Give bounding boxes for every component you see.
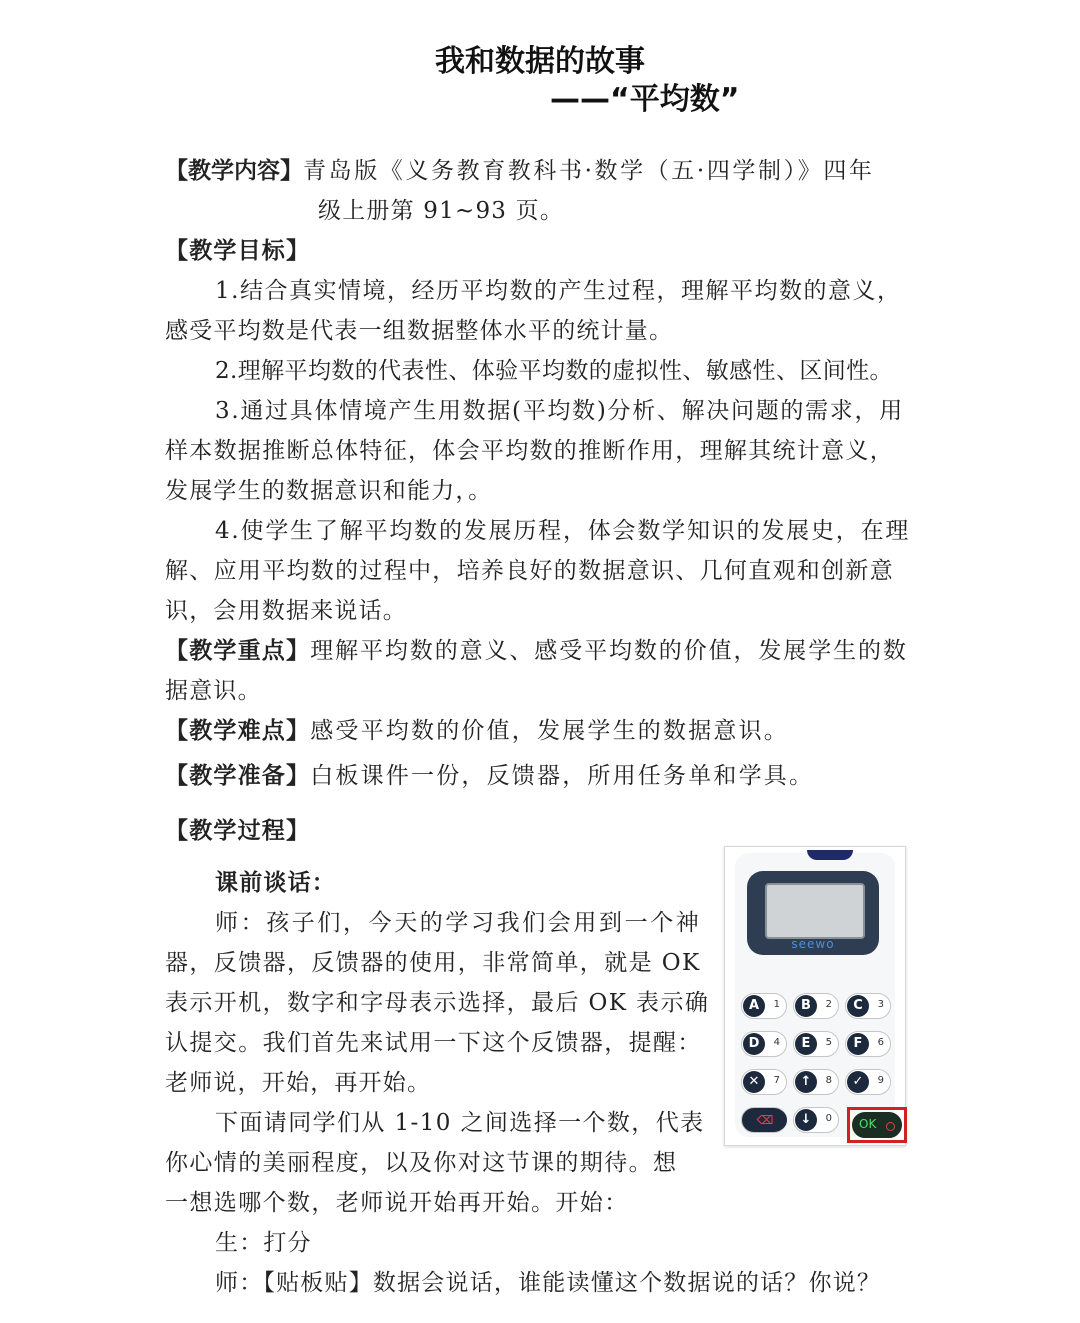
pre-talk-heading: 课前谈话： <box>215 869 336 896</box>
key-c-number: 3 <box>877 999 884 1010</box>
clicker-key-f <box>845 1031 891 1057</box>
goal-2: 2.理解平均数的代表性、体验平均数的虚拟性、敏感性、区间性。 <box>215 358 893 384</box>
process-label: 【教学过程】 <box>165 817 311 844</box>
ok-key-highlight-box <box>847 1107 907 1143</box>
process-para-1-line-3: 表示开机，数字和字母表示选择，最后 OK 表示确 <box>165 990 710 1016</box>
key-f-letter: F <box>847 1033 869 1055</box>
arrow-up-icon: ↑ <box>795 1071 817 1093</box>
process-para-2-line-2: 你心情的美丽程度，以及你对这节课的期待。想 <box>165 1150 678 1176</box>
goal-4-line-2: 解、应用平均数的过程中，培养良好的数据意识、几何直观和创新意 <box>165 558 894 584</box>
key-point-line-2: 据意识。 <box>165 678 262 704</box>
content-text-1: 青岛版《义务教育教科书·数学（五·四学制）》四年 <box>303 158 875 184</box>
goal-1-line-1: 1.结合真实情境，经历平均数的产生过程，理解平均数的意义， <box>215 278 902 304</box>
clicker-key-d <box>741 1031 787 1057</box>
preparation-text: 白板课件一份，反馈器，所用任务单和学具。 <box>310 763 815 789</box>
process-para-1-line-1: 师：孩子们，今天的学习我们会用到一个神 <box>215 910 702 936</box>
key-point-text-1: 理解平均数的意义、感受平均数的价值，发展学生的数 <box>310 638 908 664</box>
clicker-key-delete <box>741 1107 787 1133</box>
document-title: 我和数据的故事 <box>435 44 645 79</box>
key-a-number: 1 <box>773 999 780 1010</box>
goal-4-line-3: 识，会用数据来说话。 <box>165 598 407 624</box>
preparation-line <box>165 761 814 791</box>
document-subtitle: ——“平均数” <box>550 82 740 117</box>
key-up-number: 8 <box>825 1075 832 1086</box>
key-b-letter: B <box>795 995 817 1017</box>
goal-3-line-3: 发展学生的数据意识和能力，。 <box>165 478 493 504</box>
clicker-screen <box>765 883 865 939</box>
clicker-key-cancel <box>741 1069 787 1095</box>
clicker-top-bump <box>807 850 853 860</box>
key-down-number: 0 <box>825 1113 832 1124</box>
clicker-key-up <box>793 1069 839 1095</box>
key-d-number: 4 <box>773 1037 780 1048</box>
key-point-label: 【教学重点】 <box>165 637 311 664</box>
goal-4-line-1: 4.使学生了解平均数的发展历程，体会数学知识的发展史，在理 <box>215 518 911 544</box>
content-line-1 <box>165 156 915 186</box>
key-f-number: 6 <box>877 1037 884 1048</box>
arrow-down-icon: ↓ <box>795 1109 817 1131</box>
difficulty-text: 感受平均数的价值，发展学生的数据意识。 <box>310 718 790 744</box>
difficulty-line <box>165 716 789 746</box>
student-line: 生：打分 <box>215 1230 312 1256</box>
key-point-line-1 <box>165 636 908 666</box>
preparation-label: 【教学准备】 <box>165 762 311 789</box>
cancel-icon: ✕ <box>743 1071 765 1093</box>
teacher-last-line: 师：【贴板贴】数据会说话，谁能读懂这个数据说的话？你说？ <box>215 1270 882 1296</box>
process-para-2-line-1: 下面请同学们从 1-10 之间选择一个数，代表 <box>215 1110 705 1136</box>
key-b-number: 2 <box>825 999 832 1010</box>
key-check-number: 9 <box>877 1075 884 1086</box>
key-cancel-number: 7 <box>773 1075 780 1086</box>
process-para-1-line-2: 器，反馈器，反馈器的使用，非常简单，就是 OK <box>165 950 701 976</box>
clicker-key-e <box>793 1031 839 1057</box>
goal-1-line-2: 感受平均数是代表一组数据整体水平的统计量。 <box>165 318 674 344</box>
clicker-key-check <box>845 1069 891 1095</box>
process-para-2-line-3: 一想选哪个数，老师说开始再开始。开始： <box>165 1190 629 1216</box>
difficulty-label: 【教学难点】 <box>165 717 311 744</box>
clicker-key-c <box>845 993 891 1019</box>
goal-3-line-1: 3.通过具体情境产生用数据(平均数)分析、解决问题的需求，用 <box>215 398 904 424</box>
key-d-letter: D <box>743 1033 765 1055</box>
clicker-brand: seewo <box>791 937 835 951</box>
key-a-letter: A <box>743 995 765 1017</box>
goal-3-line-2: 样本数据推断总体特征，体会平均数的推断作用，理解其统计意义， <box>165 438 894 464</box>
goals-label: 【教学目标】 <box>165 237 311 264</box>
content-label: 【教学内容】 <box>165 157 303 184</box>
check-icon: ✓ <box>847 1071 869 1093</box>
clicker-image <box>724 846 906 1146</box>
process-para-1-line-4: 认提交。我们首先来试用一下这个反馈器，提醒： <box>165 1030 702 1056</box>
key-c-letter: C <box>847 995 869 1017</box>
clicker-key-a <box>741 993 787 1019</box>
backspace-icon: ⌫ <box>743 1109 787 1131</box>
clicker-screen-frame <box>747 871 879 955</box>
process-para-1-line-5: 老师说，开始，再开始。 <box>165 1070 432 1096</box>
key-e-letter: E <box>795 1033 817 1055</box>
clicker-key-b <box>793 993 839 1019</box>
clicker-key-down <box>793 1107 839 1133</box>
content-line-2: 级上册第 91~93 页。 <box>318 198 565 224</box>
ok-label: OK <box>859 1117 877 1131</box>
clicker-body <box>735 853 895 1137</box>
key-e-number: 5 <box>825 1037 832 1048</box>
